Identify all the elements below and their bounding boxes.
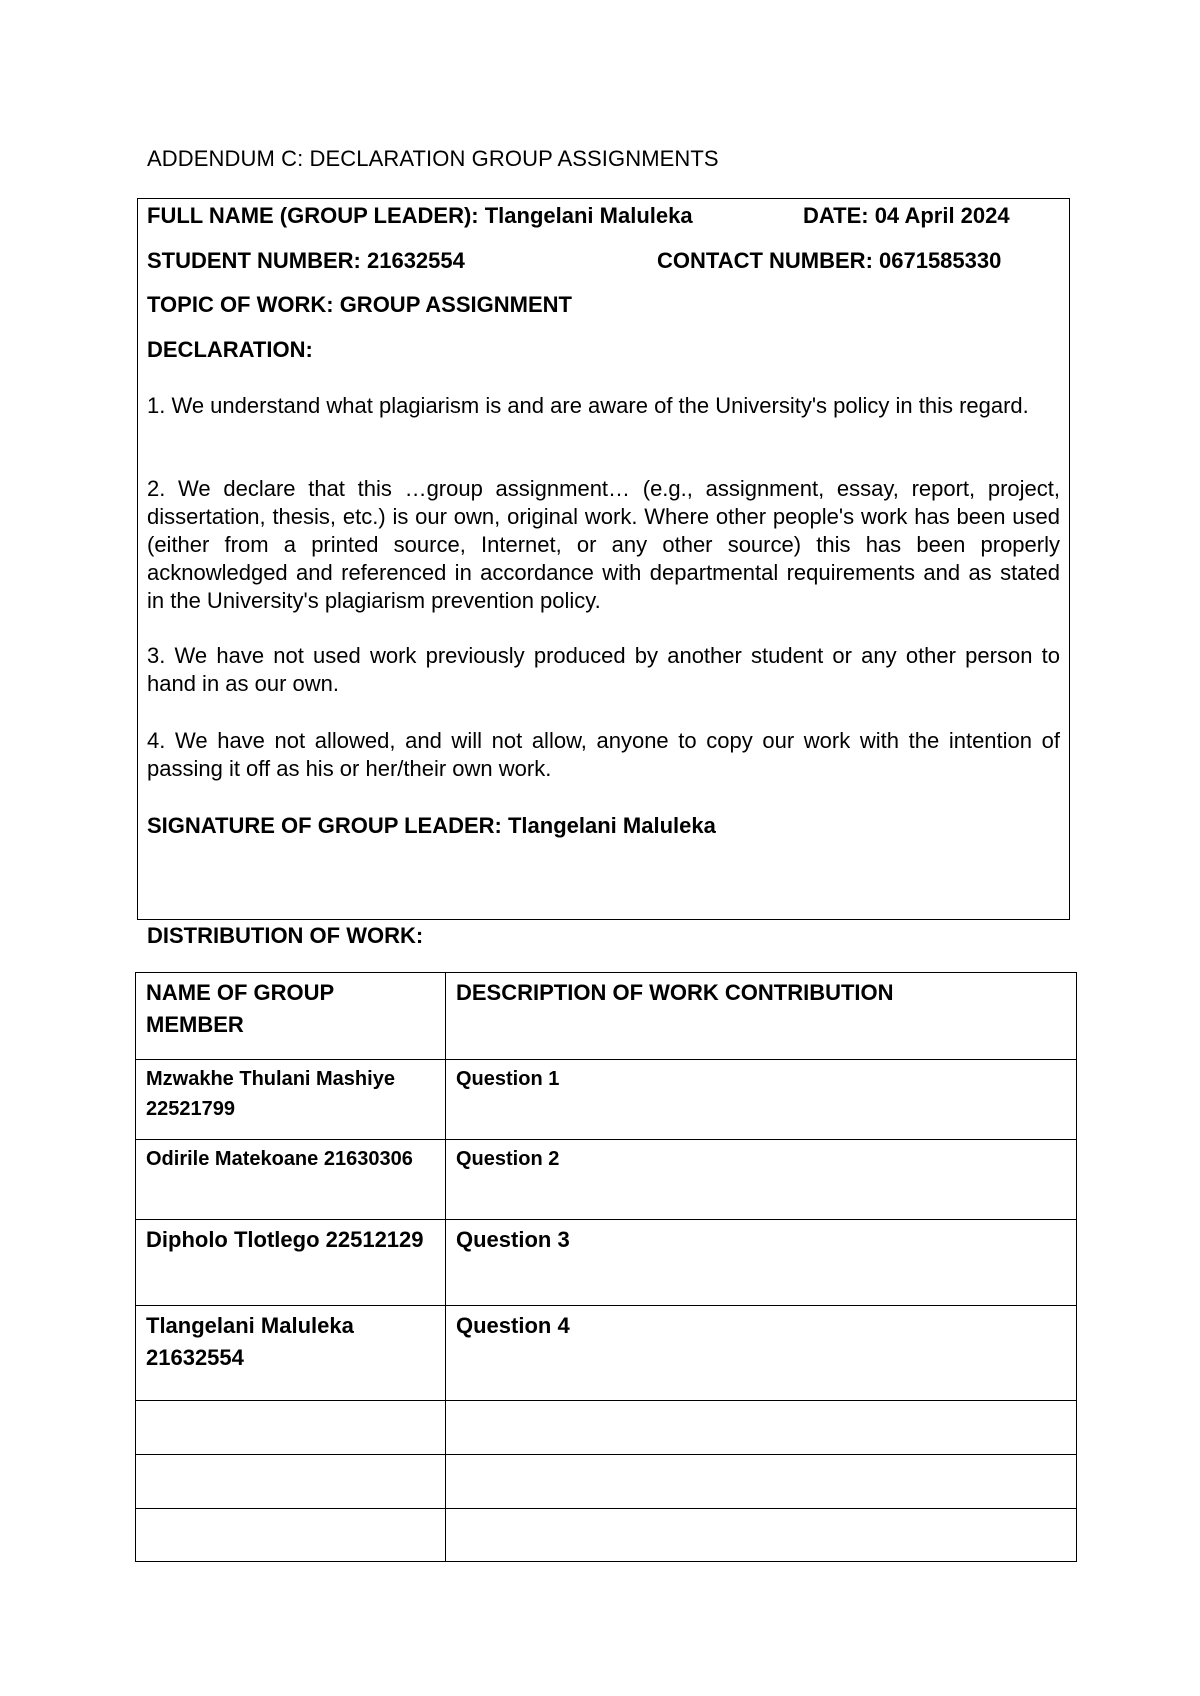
member-contribution <box>446 1401 1077 1455</box>
member-name <box>136 1509 446 1562</box>
topic-field: TOPIC OF WORK: GROUP ASSIGNMENT <box>147 292 572 317</box>
table-row <box>136 1306 1077 1401</box>
member-name: Mzwakhe Thulani Mashiye 22521799 <box>136 1060 446 1140</box>
member-name <box>136 1401 446 1455</box>
signature-field: SIGNATURE OF GROUP LEADER: Tlangelani Maluleka <box>147 813 716 838</box>
distribution-heading: DISTRIBUTION OF WORK: <box>147 923 424 948</box>
member-contribution: Question 3 <box>446 1220 1077 1306</box>
table-row <box>136 1060 1077 1140</box>
table-row <box>136 1509 1077 1562</box>
contact-number-field: CONTACT NUMBER: 0671585330 <box>657 248 1002 273</box>
date-field: DATE: 04 April 2024 <box>803 203 1010 228</box>
table-row <box>136 1401 1077 1455</box>
declaration-item-3: 3. We have not used work previously produced by another student or any other person to hand in as our own. <box>147 643 1060 696</box>
declaration-label: DECLARATION: <box>147 337 313 362</box>
member-name: Dipholo Tlotlego 22512129 <box>136 1220 446 1306</box>
table-row <box>136 1220 1077 1306</box>
table-header-row <box>136 973 1077 1060</box>
student-number-field: STUDENT NUMBER: 21632554 <box>147 248 465 273</box>
member-contribution: Question 2 <box>446 1140 1077 1220</box>
full-name-field: FULL NAME (GROUP LEADER): Tlangelani Maluleka <box>147 203 693 228</box>
member-contribution <box>446 1509 1077 1562</box>
declaration-item-1: 1. We understand what plagiarism is and are aware of the University's policy in this regard. <box>147 393 1029 418</box>
member-contribution <box>446 1455 1077 1509</box>
table-row <box>136 1455 1077 1509</box>
member-contribution: Question 4 <box>446 1306 1077 1401</box>
header-description: DESCRIPTION OF WORK CONTRIBUTION <box>446 973 1077 1060</box>
table-row <box>136 1140 1077 1220</box>
member-contribution: Question 1 <box>446 1060 1077 1140</box>
member-name <box>136 1455 446 1509</box>
distribution-table <box>135 972 1077 1562</box>
declaration-item-2: 2. We declare that this …group assignment… (e.g., assignment, essay, report, project, dissertation, thesis, etc.) is our own, original work. Where other people's work has been used (either from a printed source, Internet, or any other source) this has been properly acknowledged and referenced in accordance with departmental requirements and as stated in the University's plagiarism prevention policy. <box>147 476 1060 613</box>
page-heading: ADDENDUM C: DECLARATION GROUP ASSIGNMENTS <box>147 146 719 171</box>
member-name: Tlangelani Maluleka 21632554 <box>136 1306 446 1401</box>
declaration-item-4: 4. We have not allowed, and will not allow, anyone to copy our work with the intention of passing it off as his or her/their own work. <box>147 728 1060 781</box>
header-name: NAME OF GROUP MEMBER <box>136 973 446 1060</box>
member-name: Odirile Matekoane 21630306 <box>136 1140 446 1220</box>
